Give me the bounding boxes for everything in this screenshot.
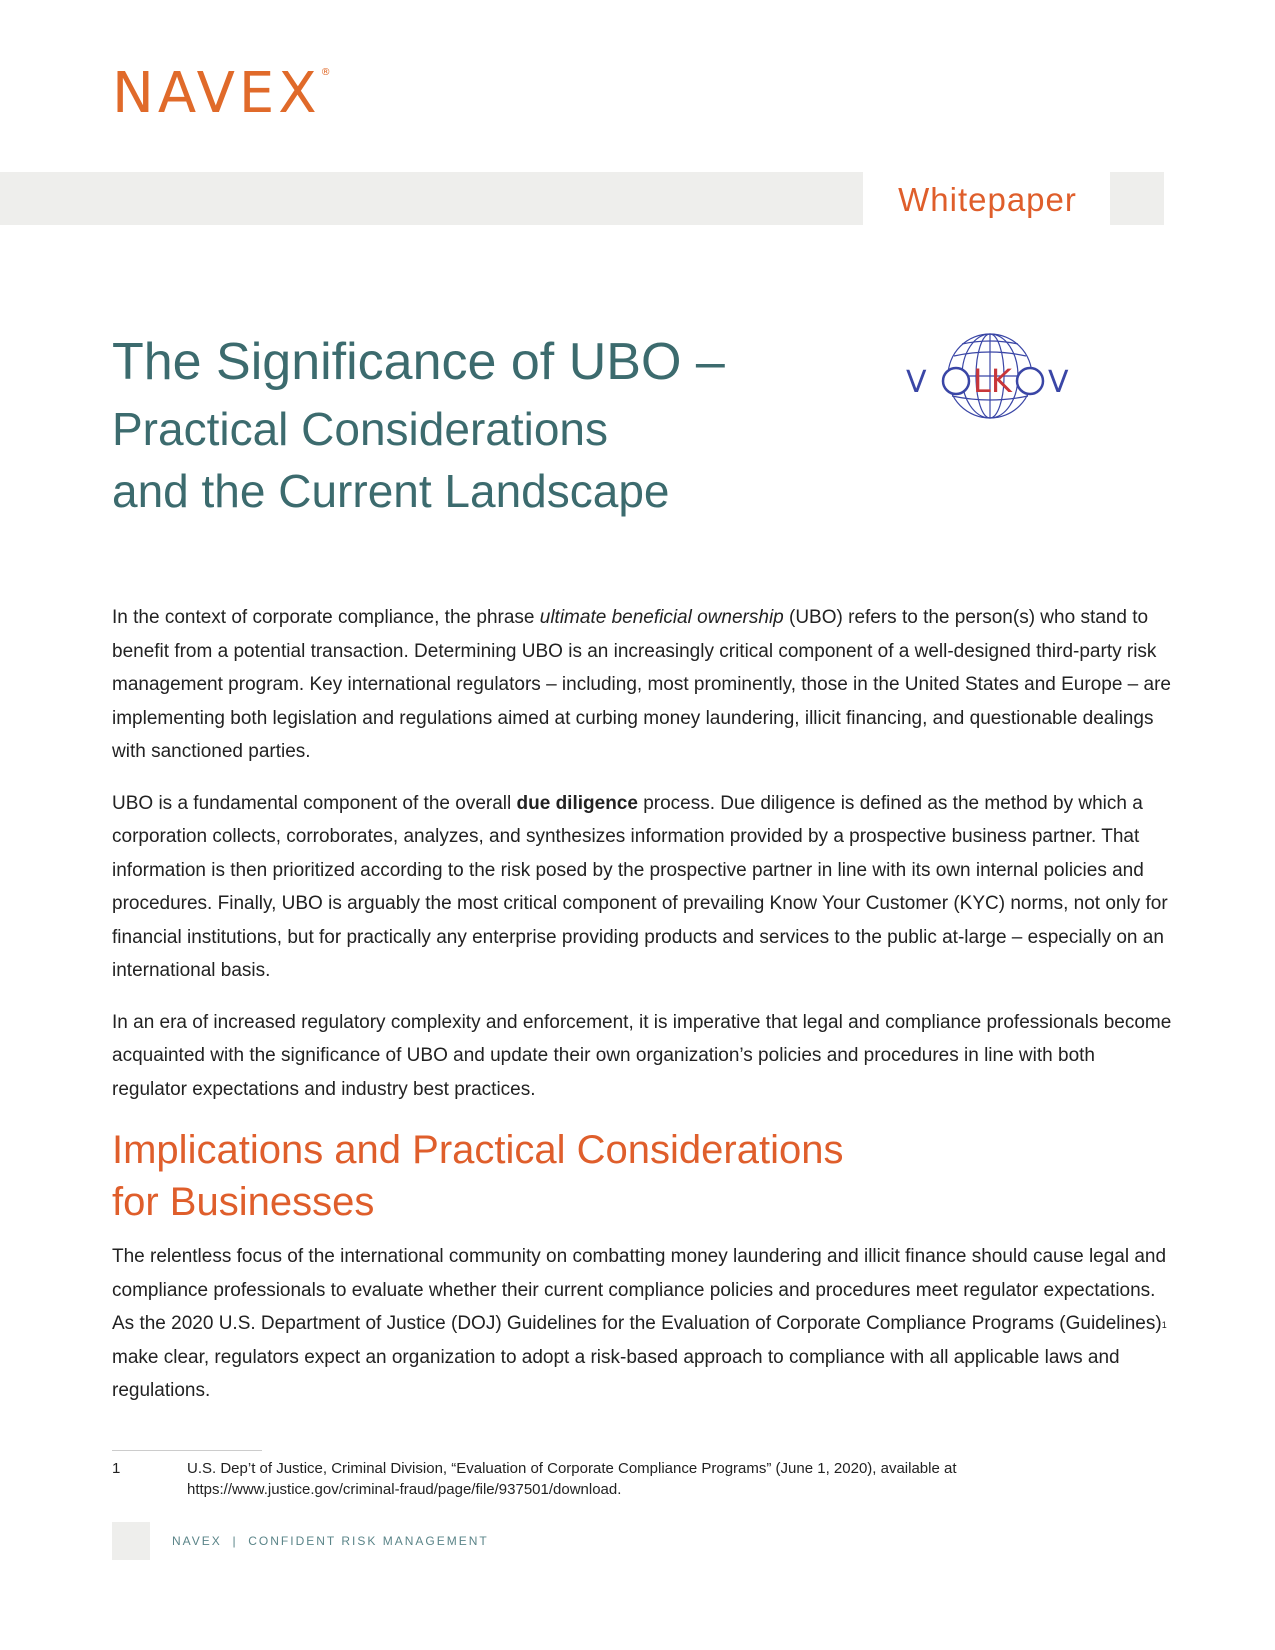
partner-letters-center: LK	[973, 362, 1012, 400]
footnote-divider	[112, 1450, 262, 1451]
main-content	[112, 601, 1172, 1426]
title-line-2: Practical Considerations	[112, 403, 609, 455]
footnote-text: U.S. Dep’t of Justice, Criminal Division, “Evaluation of Corporate Compliance Programs” (June 1, 2020), available at https://www.justice.gov/criminal-fraud/page/file/937501/download.	[187, 1460, 957, 1498]
partner-logo	[900, 330, 1080, 430]
partner-letters-left: V	[906, 365, 927, 400]
paragraph-1: In the context of corporate compliance, the phrase ultimate beneficial ownership (UBO) refers to the person(s) who stand to benefit from a potential transaction. Determining UBO is an increasingly critical component of a well-designed third-party risk management program. Key international regulators – including, most prominently, those in the United States and Europe – are implementing both legislation and regulations aimed at curbing money laundering, illicit financing, and questionable dealings with sanctioned parties.	[112, 607, 1171, 762]
footer-separator: |	[232, 1534, 238, 1548]
registered-mark: ®	[320, 67, 331, 78]
footer-square	[112, 1522, 150, 1560]
partner-letter-o-left	[943, 368, 969, 394]
partner-letter-o-right	[1017, 368, 1043, 394]
header-band	[0, 172, 863, 225]
footer-tagline: CONFIDENT RISK MANAGEMENT	[248, 1534, 489, 1548]
footer-brand: NAVEX	[172, 1534, 222, 1548]
title-line-3: and the Current Landscape	[112, 465, 670, 517]
partner-letters-right: V	[1048, 365, 1069, 400]
navex-logo	[112, 61, 331, 126]
doc-type-label: Whitepaper	[898, 181, 1077, 218]
paragraph-2: UBO is a fundamental component of the overall due diligence process. Due diligence is defined as the method by which a corporation collects, corroborates, analyzes, and synthesizes information provided by a prospective business partner. That information is then prioritized according to the risk posed by the prospective partner in line with its own internal policies and procedures. Finally, UBO is arguably the most critical component of prevailing Know Your Customer (KYC) norms, not only for financial institutions, but for practically any enterprise providing products and services to the public at-large – especially on an international basis.	[112, 792, 1168, 981]
footnote-reference[interactable]: 1	[1161, 1320, 1167, 1330]
section-paragraph-1: The relentless focus of the international community on combatting money laundering and illicit finance should cause legal and compliance professionals to evaluate whether their current compliance policies and procedures meet regulator expectations. As the 2020 U.S. Department of Justice (DOJ) Guidelines for the Evaluation of Corporate Compliance Programs (Guidelines)$^1$ make clear, regulators expect an organization to adopt a risk-based approach to compliance with all applicable laws and regulations.	[112, 1246, 1167, 1401]
page-title	[112, 326, 832, 522]
section-heading-line-1: Implications and Practical Considerations	[112, 1128, 844, 1172]
page-footer	[172, 1534, 489, 1548]
logo-text: NAVEX	[112, 61, 321, 126]
header-band-end	[1110, 172, 1164, 225]
section-heading	[112, 1124, 1172, 1228]
footnote-number: 1	[112, 1460, 121, 1477]
title-line-1: The Significance of UBO –	[112, 333, 725, 391]
section-heading-line-2: for Businesses	[112, 1180, 375, 1224]
paragraph-3: In an era of increased regulatory complexity and enforcement, it is imperative that legal and compliance professionals become acquainted with the significance of UBO and update their own organization’s policies and procedures in line with both regulator expectations and industry best practices.	[112, 1011, 1172, 1100]
